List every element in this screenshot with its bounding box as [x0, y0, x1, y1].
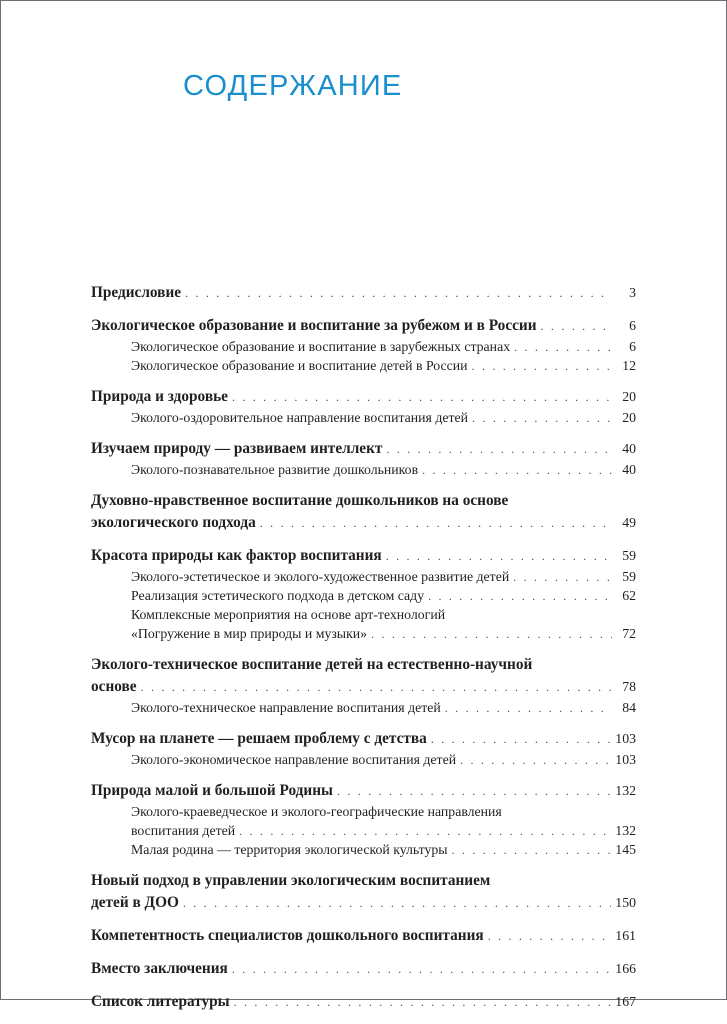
toc-subentry-title: Эколого-экономическое направление воспитания детей	[131, 752, 457, 767]
toc-entry[interactable]	[91, 438, 636, 460]
toc-entry-title: основе	[91, 678, 137, 695]
toc-section	[91, 490, 636, 534]
dot-leader	[541, 315, 612, 337]
toc-entry[interactable]	[91, 282, 636, 304]
toc-entry-page: 78	[622, 679, 636, 694]
toc-entry-page: 6	[629, 318, 636, 333]
toc-section	[91, 315, 636, 375]
toc-entry-page: 40	[622, 441, 636, 456]
toc-subentry-title: воспитания детей	[131, 823, 236, 838]
toc-section	[91, 958, 636, 980]
toc-subentry-page: 132	[615, 823, 636, 838]
toc-subentry-title: Эколого-техническое направление воспитания детей	[131, 700, 441, 715]
toc-subentry-page: 145	[615, 842, 636, 857]
toc-section	[91, 386, 636, 427]
dot-leader	[141, 676, 612, 698]
dot-leader	[452, 841, 612, 860]
toc-section	[91, 925, 636, 947]
toc-subentry-title: Комплексные мероприятия на основе арт-технологий	[131, 607, 446, 622]
toc-section	[91, 282, 636, 304]
toc-entry-line1[interactable]	[91, 870, 636, 892]
toc-subentry-title: Эколого-краеведческое и эколого-географические направления	[131, 804, 502, 819]
toc-section	[91, 438, 636, 479]
toc-entry-title: Мусор на планете — решаем проблему с детства	[91, 730, 427, 747]
dot-leader	[185, 282, 612, 304]
toc-entry-page: 150	[615, 895, 636, 910]
dot-leader	[260, 512, 612, 534]
toc-subentry-title: Эколого-оздоровительное направление воспитания детей	[131, 410, 469, 425]
toc-entry[interactable]	[91, 315, 636, 337]
dot-leader	[428, 587, 612, 606]
dot-leader	[232, 958, 612, 980]
toc-entry[interactable]	[91, 728, 636, 750]
dot-leader	[386, 545, 612, 567]
dot-leader	[183, 892, 611, 914]
toc-entry-title: Новый подход в управлении экологическим воспитанием	[91, 872, 491, 889]
dot-leader	[337, 780, 611, 802]
toc-entry-page: 161	[615, 928, 636, 943]
toc-entry-title: Экологическое образование и воспитание за рубежом и в России	[91, 317, 537, 334]
dot-leader	[431, 728, 611, 750]
toc-subentry[interactable]	[91, 337, 636, 356]
toc-subentry[interactable]	[91, 624, 636, 643]
toc-entry-title: Эколого-техническое воспитание детей на естественно-научной	[91, 656, 533, 673]
toc-subentry[interactable]	[91, 586, 636, 605]
dot-leader	[386, 438, 612, 460]
dot-leader	[422, 461, 612, 480]
toc-entry[interactable]	[91, 991, 636, 1013]
toc-subentry[interactable]	[91, 821, 636, 840]
toc-subentry-title: Экологическое образование и воспитание в зарубежных странах	[131, 339, 511, 354]
toc-entry-page: 3	[629, 285, 636, 300]
toc-entry[interactable]	[91, 545, 636, 567]
dot-leader	[234, 991, 612, 1013]
table-of-contents	[91, 282, 636, 1024]
dot-leader	[472, 357, 612, 376]
dot-leader	[239, 822, 611, 841]
toc-entry-page: 59	[622, 548, 636, 563]
toc-subentry-title: Экологическое образование и воспитание детей в России	[131, 358, 468, 373]
toc-subentry-page: 62	[622, 588, 636, 603]
toc-entry[interactable]	[91, 892, 636, 914]
toc-entry-line1[interactable]	[91, 654, 636, 676]
toc-subentry-title: «Погружение в мир природы и музыки»	[131, 626, 368, 641]
toc-subentry-line1[interactable]	[91, 605, 636, 624]
toc-subentry-page: 6	[629, 339, 636, 354]
toc-subentry[interactable]	[91, 567, 636, 586]
toc-section	[91, 654, 636, 717]
toc-subentry[interactable]	[91, 750, 636, 769]
toc-subentry-line1[interactable]	[91, 802, 636, 821]
toc-entry[interactable]	[91, 512, 636, 534]
toc-subentry[interactable]	[91, 460, 636, 479]
toc-subentry-title: Эколого-эстетическое и эколого-художественное развитие детей	[131, 569, 510, 584]
dot-leader	[371, 625, 612, 644]
toc-subentry-page: 12	[622, 358, 636, 373]
toc-subentry-page: 59	[622, 569, 636, 584]
toc-entry-title: экологического подхода	[91, 514, 256, 531]
toc-entry-title: Список литературы	[91, 993, 230, 1010]
toc-entry-page: 167	[615, 994, 636, 1009]
toc-entry-page: 166	[615, 961, 636, 976]
toc-entry-title: Красота природы как фактор воспитания	[91, 547, 382, 564]
toc-subentry-page: 20	[622, 410, 636, 425]
toc-subentry-page: 103	[615, 752, 636, 767]
toc-subentry-page: 72	[622, 626, 636, 641]
toc-entry-title: детей в ДОО	[91, 894, 179, 911]
toc-subentry-title: Эколого-познавательное развитие дошкольников	[131, 462, 419, 477]
toc-entry-title: Компетентность специалистов дошкольного воспитания	[91, 927, 484, 944]
toc-entry[interactable]	[91, 386, 636, 408]
toc-entry-title: Вместо заключения	[91, 960, 228, 977]
toc-entry-page: 103	[615, 731, 636, 746]
toc-entry-page: 49	[622, 515, 636, 530]
toc-section	[91, 545, 636, 643]
toc-subentry[interactable]	[91, 698, 636, 717]
toc-subentry-title: Малая родина — территория экологической культуры	[131, 842, 448, 857]
toc-entry-title: Изучаем природу — развиваем интеллект	[91, 440, 383, 457]
toc-subentry[interactable]	[91, 408, 636, 427]
toc-entry-title: Духовно-нравственное воспитание дошкольников на основе	[91, 492, 509, 509]
toc-entry-page: 132	[615, 783, 636, 798]
dot-leader	[445, 699, 612, 718]
toc-entry-line1[interactable]	[91, 490, 636, 512]
toc-section	[91, 870, 636, 914]
toc-entry[interactable]	[91, 676, 636, 698]
dot-leader	[488, 925, 612, 947]
toc-subentry-page: 84	[622, 700, 636, 715]
toc-entry-title: Природа и здоровье	[91, 388, 228, 405]
toc-entry[interactable]	[91, 958, 636, 980]
toc-section	[91, 728, 636, 769]
toc-entry[interactable]	[91, 925, 636, 947]
dot-leader	[513, 568, 612, 587]
toc-entry[interactable]	[91, 780, 636, 802]
dot-leader	[460, 751, 611, 770]
toc-entry-page: 20	[622, 389, 636, 404]
page-title: СОДЕРЖАНИЕ	[183, 70, 403, 102]
toc-subentry[interactable]	[91, 840, 636, 859]
dot-leader	[514, 338, 612, 357]
toc-subentry-page: 40	[622, 462, 636, 477]
toc-entry-title: Природа малой и большой Родины	[91, 782, 333, 799]
toc-subentry[interactable]	[91, 356, 636, 375]
toc-section	[91, 780, 636, 859]
dot-leader	[232, 386, 612, 408]
dot-leader	[472, 409, 612, 428]
toc-subentry-title: Реализация эстетического подхода в детском саду	[131, 588, 425, 603]
toc-entry-title: Предисловие	[91, 284, 182, 301]
toc-section	[91, 991, 636, 1013]
